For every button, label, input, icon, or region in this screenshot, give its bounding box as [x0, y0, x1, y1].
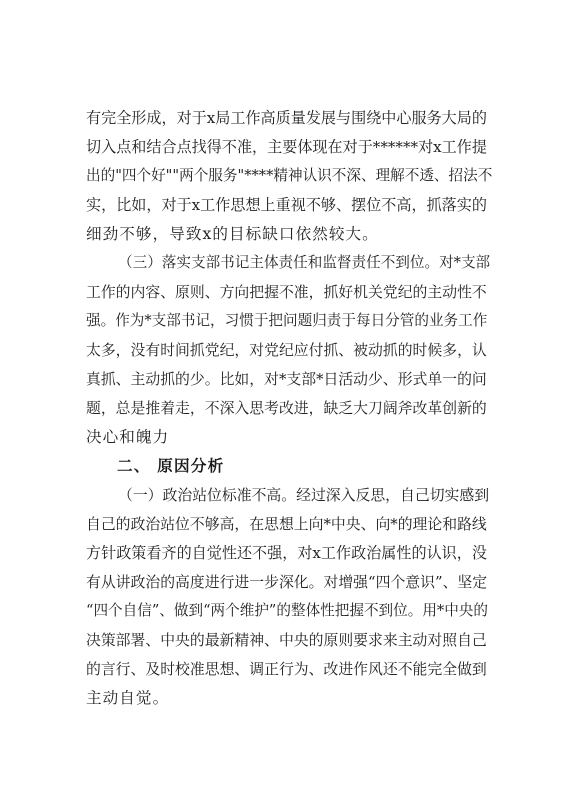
paragraph-line: 强。作为*支部书记，习惯于把问题归责于每日分管的业务工作 [86, 312, 488, 329]
paragraph-line: 主动自觉。 [86, 689, 170, 707]
paragraph-line: （一）政治站位标准不高。经过深入反思，自己切实感到 [118, 486, 490, 504]
paragraph-line: 有从讲政治的高度进行进一步深化。对增强“四个意识”、坚定 [86, 573, 488, 591]
section-heading: 二、 原因分析 [117, 457, 225, 475]
paragraph-line: 决心和魄力 [86, 428, 170, 446]
paragraph-line: 题，总是推着走，不深入思考改进，缺乏大刀阔斧改革创新的 [86, 399, 487, 417]
paragraph-line: （三）落实支部书记主体责任和监督责任不到位。对*支部 [118, 254, 491, 271]
paragraph-line: 真抓、主动抓的少。比如，对*支部*日活动少、形式单一的问 [86, 370, 487, 388]
paragraph-line: 切入点和结合点找得不准，主要体现在对于******对x工作提 [86, 138, 487, 156]
paragraph-line: 实，比如，对于x工作思想上重视不够、摆位不高，抓落实的 [86, 196, 487, 214]
paragraph-line: 工作的内容、原则、方向把握不准，抓好机关党纪的主动性不 [86, 283, 487, 301]
paragraph-line: 方针政策看齐的自觉性还不强，对x工作政治属性的认识，没 [86, 544, 487, 562]
paragraph-line: 出的"四个好""两个服务"****精神认识不深、理解不透、招法不 [86, 167, 493, 184]
paragraph-line: 自己的政治站位不够高，在思想上向*中央、向*的理论和路线 [86, 515, 487, 533]
paragraph-line: 有完全形成，对于x局工作高质量发展与围绕中心服务大局的 [86, 109, 487, 127]
paragraph-line: “四个自信”、做到“两个维护”的整体性把握不到位。用*中央的 [86, 602, 488, 619]
paragraph-line: 太多，没有时间抓党纪，对党纪应付抓、被动抓的时候多，认 [86, 341, 487, 359]
paragraph-line: 的言行、及时校准思想、调正行为、改进作风还不能完全做到 [86, 660, 487, 678]
paragraph-line: 决策部署、中央的最新精神、中央的原则要求来主动对照自己 [86, 631, 487, 649]
paragraph-line: 细劲不够，导致x的目标缺口依然较大。 [86, 225, 379, 243]
